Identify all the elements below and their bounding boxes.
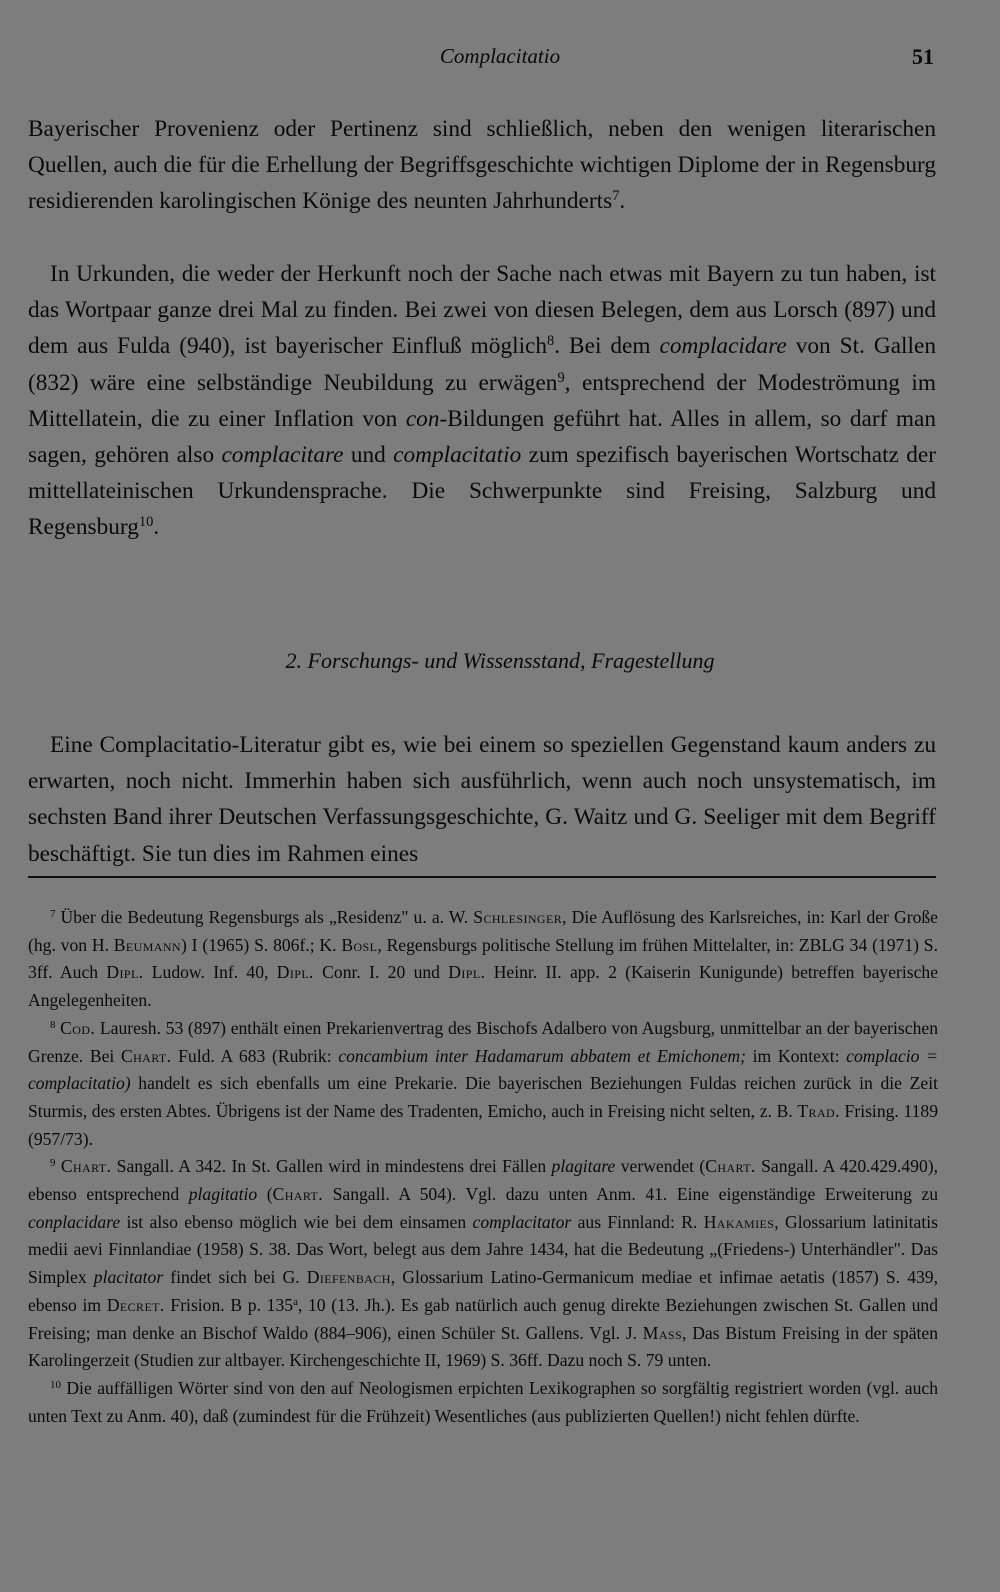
latin-term: complacitator	[472, 1211, 572, 1232]
footnotes	[28, 904, 938, 1430]
superscript-a: a	[293, 1295, 298, 1308]
text-run: handelt es sich ebenfalls um eine Prekarie. Die bayerischen Beziehungen Fuldas reichen zurück in die Zeit Sturmis, des ersten Abtes. Übrigens ist der Name des Tradenten, Emicho, auch in Freising nicht selten, z. B.	[28, 1073, 938, 1121]
source-abbrev: Cod.	[60, 1017, 96, 1038]
text-run: Über die Bedeutung Regensburgs als „Residenz" u. a. W.	[55, 907, 474, 927]
latin-term: conplacidare	[28, 1211, 121, 1232]
text-run: und	[343, 442, 394, 469]
text-run: im Kontext:	[745, 1045, 847, 1066]
text-run: , 10 (13. Jh.). Es gab natürlich auch genug direkte Beziehungen zwischen St. Gallen und Freising; man denke an Bischof Waldo (884–906), einen Schüler St. Gallens. Vgl. J.	[28, 1294, 938, 1343]
footnote-ref-7: 7	[612, 188, 620, 205]
text-run: findet sich bei G.	[163, 1267, 307, 1288]
source-abbrev: Dipl.	[276, 962, 314, 983]
latin-term: placitator	[93, 1267, 164, 1288]
text-run: .	[153, 514, 160, 541]
text-run: Bildungen geführt hat. Alles in allem, so darf man sagen, gehören also	[28, 405, 936, 469]
source-abbrev: Chart.	[272, 1184, 324, 1205]
text-run: In Urkunden, die weder der Herkunft noch der Sache nach etwas mit Bayern zu tun haben, ist das Wortpaar ganze drei Mal zu finden. Bei zwei von diesen Belegen, dem aus Lorsch (897) und dem aus Fulda (940), ist bayerischer Einfluß möglich	[28, 261, 936, 360]
source-abbrev: Decret.	[106, 1294, 165, 1315]
source-abbrev: Chart.	[705, 1156, 756, 1177]
footnote-ref-10: 10	[138, 514, 154, 531]
source-abbrev: Dipl.	[448, 962, 486, 983]
footnote-number: 8	[50, 1018, 56, 1031]
text-run: von St. Gallen (832) wäre eine selbständige Neubildung zu erwägen	[28, 333, 936, 396]
text-run: Frising. 1189 (957/73).	[28, 1100, 939, 1149]
author-name: Beumann	[113, 934, 181, 955]
latin-term: con-	[405, 405, 448, 432]
text-run: Ludow. Inf. 40,	[143, 962, 277, 983]
text-run: , Das Bistum Freising in der späten Karolingerzeit (Studien zur altbayer. Kirchengeschichte II, 1969) S. 36ff. Dazu noch S. 79 unten.	[28, 1322, 938, 1371]
source-abbrev: Chart.	[60, 1156, 112, 1177]
author-name: Mass	[642, 1322, 683, 1343]
source-abbrev: Trad.	[797, 1100, 840, 1121]
text-run: Lauresh. 53 (897) enthält einen Prekarienvertrag des Bischofs Adalbero von Augsburg, unmittelbar an der bayerischen Grenze. Bei	[28, 1017, 938, 1066]
section-heading: 2. Forschungs- und Wissensstand, Fragestellung	[285, 648, 715, 673]
text-run: Sangall. A 342. In St. Gallen wird in mindestens drei Fällen	[111, 1156, 552, 1177]
text-run: Die auffälligen Wörter sind von den auf Neologismen erpichten Lexikographen so sorgfältig registriert worden (vgl. auch unten Text zu Anm. 40), daß (zumindest für die Frühzeit) Wesentliches (aus publizierten Quellen!) nicht fehlen dürfte.	[28, 1377, 938, 1426]
footnote-8	[28, 1015, 938, 1154]
text-run: ist also ebenso möglich wie bei dem einsamen	[120, 1211, 473, 1232]
page-number: 51	[912, 44, 934, 69]
latin-term: complacitatio	[393, 442, 522, 469]
text-run: . Bei dem	[554, 333, 660, 360]
text-run: Bayerischer Provenienz oder Pertinenz sind schließlich, neben den wenigen literarischen Quellen, auch die für die Erhellung der Begriffsgeschichte wichtigen Diplome der in Regensburg residierenden karolingischen Könige des neunten Jahrhunderts	[28, 116, 936, 215]
footnote-divider	[28, 876, 936, 878]
text-run: aus Finnland: R.	[571, 1211, 704, 1232]
text-run: zum spezifisch bayerischen Wortschatz der mittellateinischen Urkundensprache. Die Schwerpunkte sind Freising, Salzburg und Regensburg	[28, 442, 937, 541]
text-run: verwendet (	[615, 1156, 706, 1177]
text-run: Fuld. A 683 (Rubrik:	[171, 1045, 339, 1066]
latin-term: plagitatio	[188, 1184, 258, 1205]
author-name: Hakamies	[703, 1211, 775, 1232]
text-run: , Regensburgs politische Stellung im frühen Mittelalter, in: ZBLG 34 (1971) S. 3ff. Auch	[28, 934, 938, 983]
footnote-number: 10	[50, 1378, 61, 1391]
text-run: , Glossarium Latino-Germanicum mediae et infimae aetatis (1857) S. 439, ebenso im	[28, 1267, 938, 1315]
author-name: Bosl	[341, 934, 378, 955]
paragraph-2	[28, 256, 936, 546]
latin-term: complacidare	[659, 333, 787, 360]
text-run: Conr. I. 20 und	[313, 962, 449, 983]
text-run: Heinr. II. app. 2 (Kaiserin Kunigunde) betreffen bayerische Angelegenheiten.	[28, 962, 939, 1011]
source-abbrev: Chart.	[120, 1045, 172, 1066]
text-run: Frision. B p. 135	[164, 1294, 294, 1315]
footnote-number: 9	[50, 1157, 56, 1170]
author-name: Diefenbach	[306, 1267, 391, 1288]
text-run: .	[619, 188, 626, 215]
latin-term: complacitare	[221, 442, 344, 469]
author-name: Schlesinger	[473, 907, 563, 927]
footnote-7	[28, 904, 938, 1015]
latin-term: plagitare	[551, 1156, 616, 1177]
footnote-ref-8: 8	[547, 333, 555, 350]
text-run: , Glossarium latinitatis medii aevi Finnlandiae (1958) S. 38. Das Wort, belegt aus dem Jahre 1434, hat die Bedeutung „(Friedens-) Unterhändler". Das Simplex	[28, 1211, 938, 1288]
footnote-10	[28, 1375, 938, 1430]
latin-term: concambium inter Hadamarum abbatem et Emichonem;	[338, 1045, 746, 1066]
text-run: Sangall. A 420.429.490), ebenso entsprechend	[28, 1156, 938, 1205]
footnote-number: 7	[50, 908, 56, 920]
paragraph-3	[28, 727, 936, 872]
running-title: Complacitatio	[439, 44, 561, 68]
text-run: Sangall. A 504). Vgl. dazu unten Anm. 41. Eine eigenständige Erweiterung zu	[323, 1184, 939, 1205]
running-head	[0, 42, 1000, 74]
footnote-ref-9: 9	[557, 369, 565, 386]
text-run: ) I (1965) S. 806f.; K.	[181, 934, 342, 955]
latin-term: complacio = complacitatio)	[28, 1045, 938, 1094]
paragraph-3-text: Eine Complacitatio-Literatur gibt es, wie bei einem so speziellen Gegenstand kaum anders zu erwarten, noch nicht. Immerhin haben sich ausführlich, wenn auch noch unsystematisch, im sechsten Band ihrer Deutschen Verfassungsgeschichte, G. Waitz und G. Seeliger mit dem Begriff beschäftigt. Sie tun dies im Rahmen eines	[28, 732, 936, 867]
text-run: , Die Auflösung des Karlsreiches, in: Karl der Große (hg. von H.	[28, 907, 938, 955]
footnote-9	[28, 1153, 938, 1375]
text-run: , entsprechend der Modeströmung im Mittellatein, die zu einer Inflation von	[28, 369, 936, 432]
paragraph-1	[28, 111, 936, 220]
source-abbrev: Dipl.	[106, 962, 144, 983]
text-run: (	[257, 1184, 273, 1205]
